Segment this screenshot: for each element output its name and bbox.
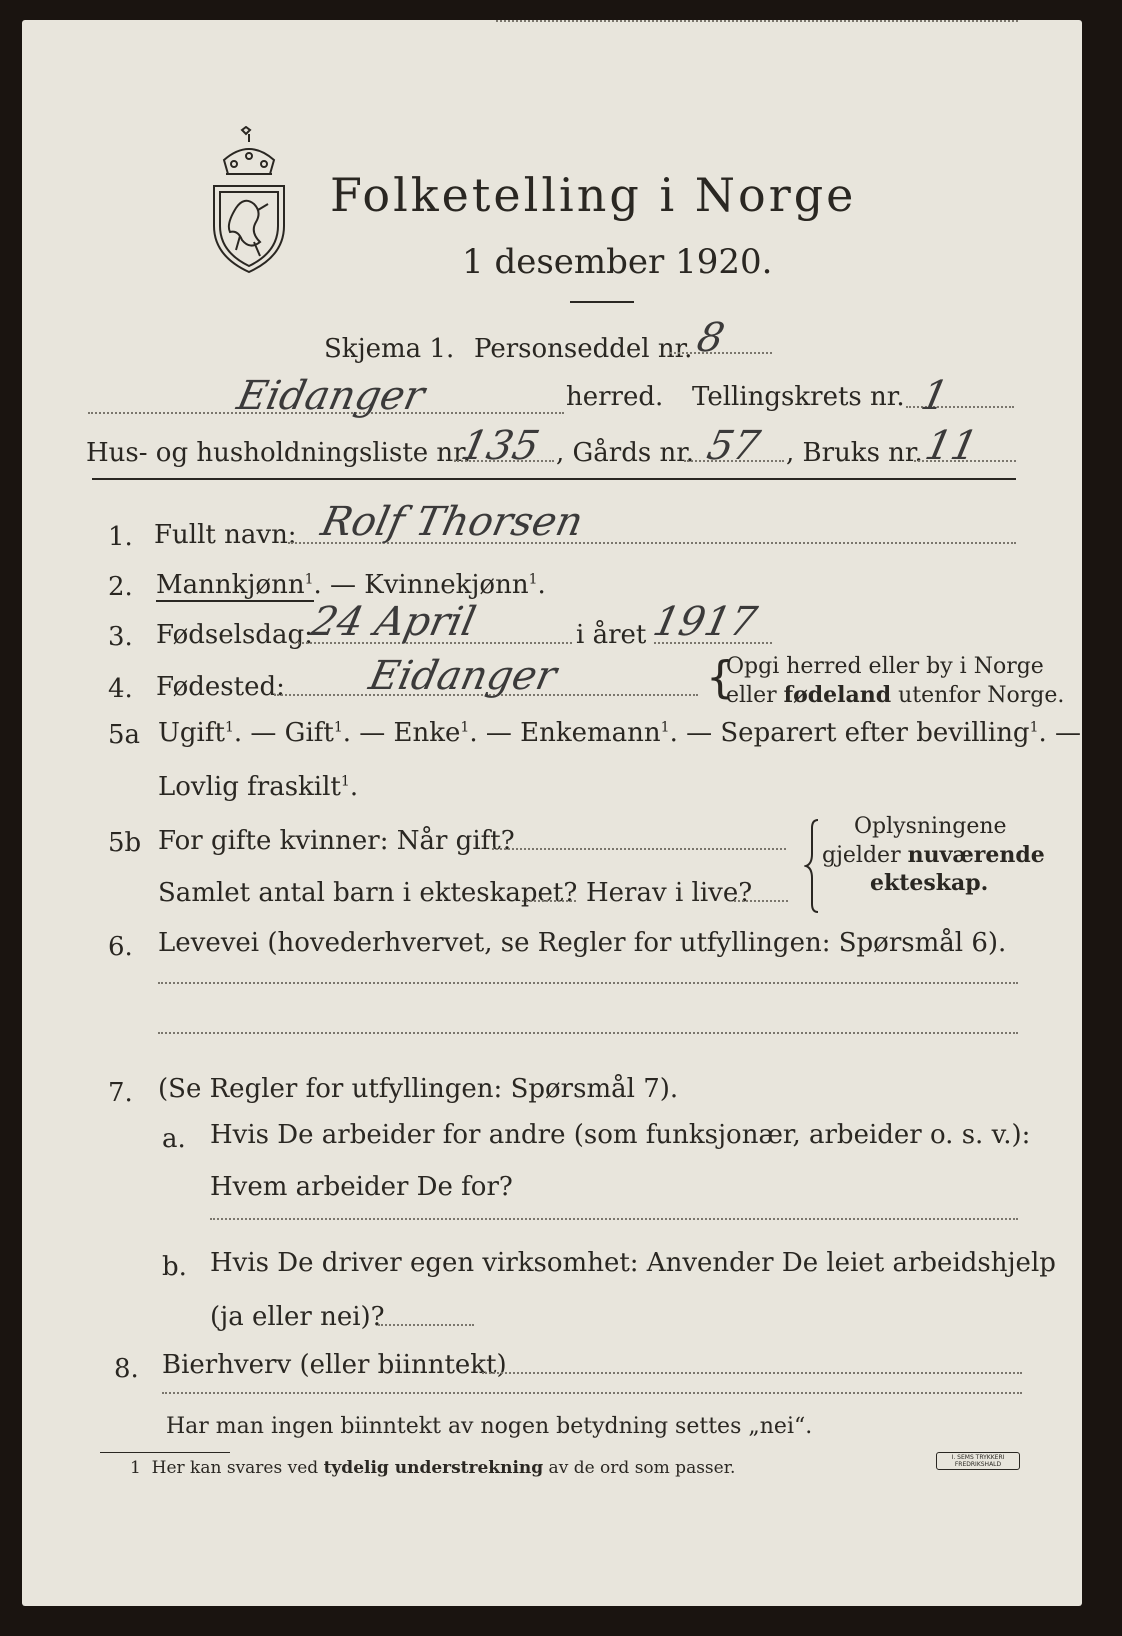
q5b-children-line[interactable] [522,900,576,902]
bruks-label: , Bruks nr. [786,438,923,468]
coat-of-arms-icon [204,126,294,276]
q5a-fraskilt-option[interactable]: Lovlig fraskilt$^1$. [158,772,359,802]
q5b-note-line2: gjelder nuværende [822,842,1045,868]
q2-female-option[interactable]: Kvinnekjønn$^1$ [364,570,538,600]
q7a-employer-label: Hvem arbeider De for? [210,1172,513,1202]
census-form-sheet [22,20,1082,1606]
bruks-value[interactable]: 11 [921,423,982,469]
q6-label: Levevei (hovederhvervet, se Regler for utfyllingen: Spørsmål 6). [158,928,1007,958]
q5b-note-brace [804,818,822,914]
q8-note: Har man ingen biinntekt av nogen betydning settes „nei“. [166,1414,813,1439]
header-rule [92,478,1016,480]
tellingskrets-label: Tellingskrets nr. [692,382,905,412]
title-divider [570,301,634,303]
q8-number: 8. [114,1354,139,1384]
q7b-question: Hvis De driver egen virksomhet: Anvender De leiet arbeidshjelp [210,1248,1056,1278]
personseddel-value[interactable]: 8 [693,315,729,361]
q5b-alive-line[interactable] [734,900,788,902]
q5b-alive-label: Herav i live? [586,878,753,908]
q6-line-1[interactable] [158,982,1018,984]
q6-number: 6. [108,932,133,962]
husliste-label: Hus- og husholdningsliste nr. [86,438,472,468]
q5b-married-line[interactable] [492,848,786,850]
q4-note-line1: Opgi herred eller by i Norge [726,654,1044,679]
q2-sex-options: Mannkjønn$^1$. — Kvinnekjønn$^1$. [156,570,546,600]
q5b-children-label: Samlet antal barn i ekteskapet? [158,878,578,908]
footnote: 1 Her kan svares ved tydelig understrekning av de ord som passer. [130,1458,736,1478]
q7b-letter: b. [162,1252,187,1282]
q8-line-2[interactable] [162,1392,1022,1394]
q7b-yesno-label: (ja eller nei)? [210,1302,385,1332]
q4-birthplace[interactable]: Eidanger [365,653,561,699]
gards-value[interactable]: 57 [703,423,764,469]
personseddel-label: Personseddel nr. [474,334,693,364]
q4-note-brace: { [706,652,734,703]
q5a-ugift-option[interactable]: Ugift$^1$ [158,718,234,748]
q3-number: 3. [108,622,133,652]
tellingskrets-value[interactable]: 1 [917,373,953,419]
q5a-separert-option[interactable]: . — Separert efter bevilling$^1$ [669,718,1039,748]
printer-stamp: I. SEMS TRYKKERI FREDRIKSHALD [936,1452,1020,1470]
q5b-note-line1: Oplysningene [854,814,1007,839]
census-date: 1 desember 1920. [462,242,773,282]
q4-label: Fødested: [156,672,285,702]
gards-label: , Gårds nr. [556,438,695,468]
herred-value[interactable]: Eidanger [233,373,429,419]
q5a-enkemann-option[interactable]: . — Enkemann$^1$ [469,718,670,748]
q7-label: (Se Regler for utfyllingen: Spørsmål 7). [158,1074,679,1104]
q1-full-name[interactable]: Rolf Thorsen [317,499,588,545]
q2-number: 2. [108,572,133,602]
personseddel-line [670,352,772,354]
q7a-extra-line[interactable] [210,1218,1018,1220]
q4-note-line2: eller fødeland utenfor Norge. [726,682,1065,708]
q3-label: Fødselsdag: [156,620,313,650]
q5b-married-label: For gifte kvinner: Når gift? [158,826,515,856]
q7a-question: Hvis De arbeider for andre (som funksjonær, arbeider o. s. v.): [210,1120,1031,1150]
skjema-label: Skjema 1. [324,334,455,364]
q2-male-option[interactable]: Mannkjønn$^1$ [156,570,314,600]
q5b-note-line3: ekteskap. [870,870,989,896]
q3-birth-date[interactable]: 24 April [307,599,480,645]
q1-number: 1. [108,522,133,552]
q7-number: 7. [108,1078,133,1108]
q7b-yesno-line[interactable] [378,1324,474,1326]
q1-label: Fullt navn: [154,520,297,550]
q5b-number: 5b [108,828,142,858]
q3-year-label: i året [576,620,647,650]
q5a-gift-option[interactable]: . — Gift$^1$ [233,718,343,748]
husliste-value[interactable]: 135 [457,423,544,469]
q8-label: Bierhverv (eller biinntekt) [162,1350,507,1380]
q8-line-1[interactable] [482,1372,1022,1374]
q7a-letter: a. [162,1124,186,1154]
q6-line-2[interactable] [158,1032,1018,1034]
q5a-enke-option[interactable]: . — Enke$^1$ [342,718,470,748]
herred-label: herred. [566,382,664,412]
q5a-number: 5a [108,720,141,750]
q3-birth-year[interactable]: 1917 [649,599,761,645]
q4-number: 4. [108,674,133,704]
q7a-employer-line[interactable] [496,20,1018,22]
footnote-rule [100,1452,230,1453]
q5a-marital-options: Ugift$^1$. — Gift$^1$. — Enke$^1$. — Enkemann$^1$. — Separert efter bevilling$^1$. — [158,718,1082,748]
form-title: Folketelling i Norge [330,168,857,222]
